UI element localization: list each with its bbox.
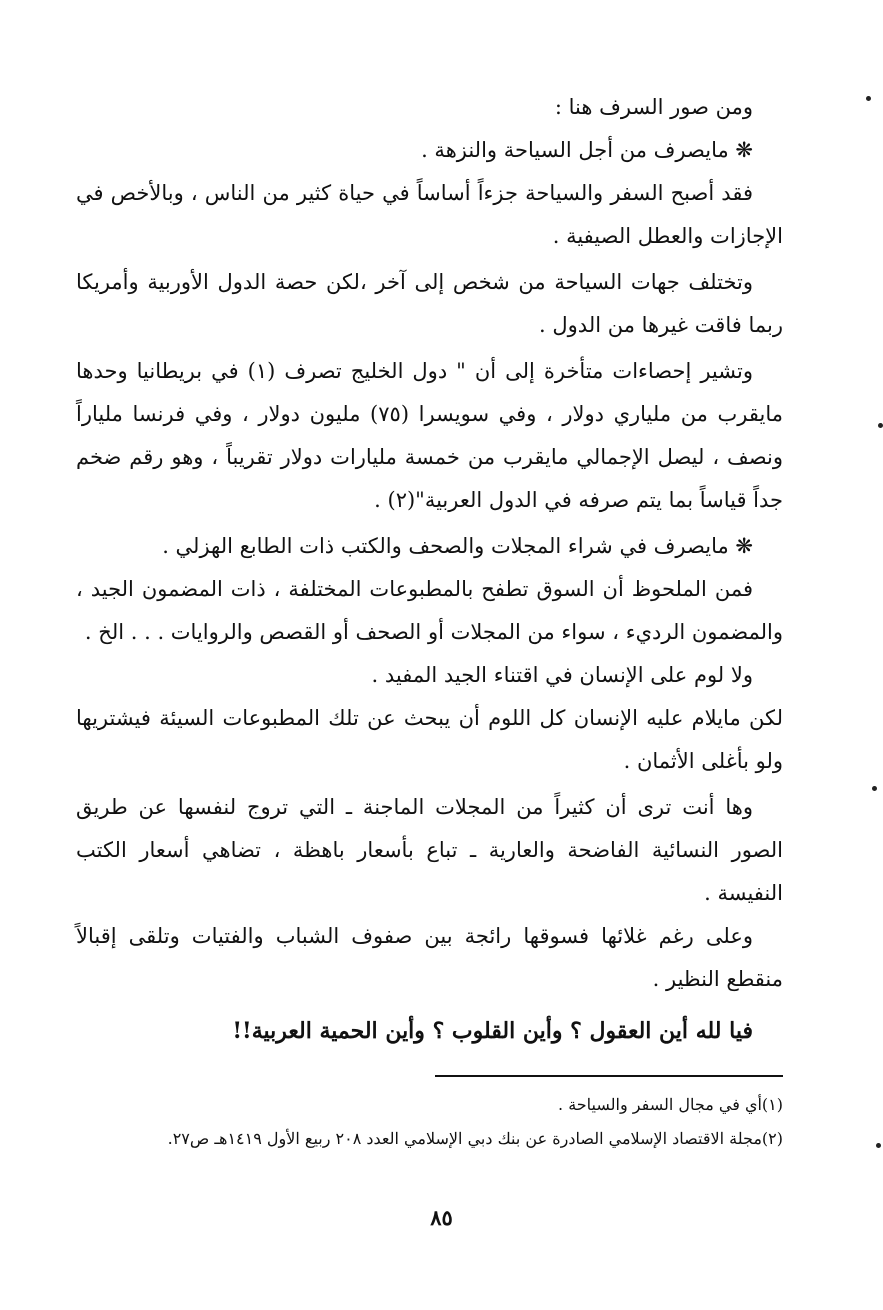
paragraph: ولا لوم على الإنسان في اقتناء الجيد المفيد . [371, 663, 753, 687]
page-number: ٨٥ [430, 1205, 453, 1230]
footnote-2: (٢)مجلة الاقتصاد الإسلامي الصادرة عن بنك دبي الإسلامي العدد ٢٠٨ ربيع الأول ١٤١٩هـ ص٢٧. [167, 1129, 783, 1148]
closing-line: فيا لله أين العقول ؟ وأين القلوب ؟ وأين الحمية العربية!! [232, 1018, 753, 1044]
paragraph: لكن مايلام عليه الإنسان كل اللوم أن يبحث عن تلك المطبوعات السيئة فيشتريها ولو بأغلى الأثمان . [76, 706, 783, 773]
paragraph: وتشير إحصاءات متأخرة إلى أن " دول الخليج تصرف (١) في بريطانيا وحدها مايقرب من ملياري دولار ، وفي سويسرا (٧٥) مليون دولار ، وفي فرنسا ملياراً ونصف ، ليصل الإجمالي مايقرب من خمسة مليارات دولار تقريباً ، وهو رقم ضخم جداً قياساً بما يتم صرفه في الدول العربية"(٢) . [76, 359, 784, 512]
scan-mark [878, 423, 883, 428]
footnote-1: (١)أي في مجال السفر والسياحة . [558, 1095, 783, 1114]
body-text [76, 86, 783, 1053]
paragraph: فقد أصبح السفر والسياحة جزءاً أساساً في حياة كثير من الناس ، وبالأخص في الإجازات والعطل الصيفية . [76, 181, 783, 248]
paragraph: وعلى رغم غلائها فسوقها رائجة بين صفوف الشباب والفتيات وتلقى إقبالاً منقطع النظير . [76, 924, 783, 991]
bullet-heading: ❋ مايصرف في شراء المجلات والصحف والكتب ذات الطابع الهزلي . [162, 534, 753, 558]
paragraph: وتختلف جهات السياحة من شخص إلى آخر ،لكن حصة الدول الأوربية وأمريكا ربما فاقت غيرها من الدول . [76, 270, 783, 337]
scan-mark [876, 1143, 881, 1148]
paragraph: ومن صور السرف هنا : [554, 95, 753, 119]
bullet-heading: ❋ مايصرف من أجل السياحة والنزهة . [421, 138, 753, 162]
footnotes [80, 1088, 783, 1156]
paragraph: وها أنت ترى أن كثيراً من المجلات الماجنة ـ التي تروج لنفسها عن طريق الصور النسائية الفاضحة والعارية ـ تباع بأسعار باهظة ، تضاهي أسعار الكتب النفيسة . [76, 795, 783, 905]
scan-mark [872, 786, 877, 791]
footnote-separator [435, 1075, 783, 1077]
scan-mark [866, 96, 871, 101]
paragraph: فمن الملحوظ أن السوق تطفح بالمطبوعات المختلفة ، ذات المضمون الجيد ، والمضمون الرديء ، سواء من المجلات أو الصحف أو القصص والروايات . . . الخ . [76, 577, 783, 644]
